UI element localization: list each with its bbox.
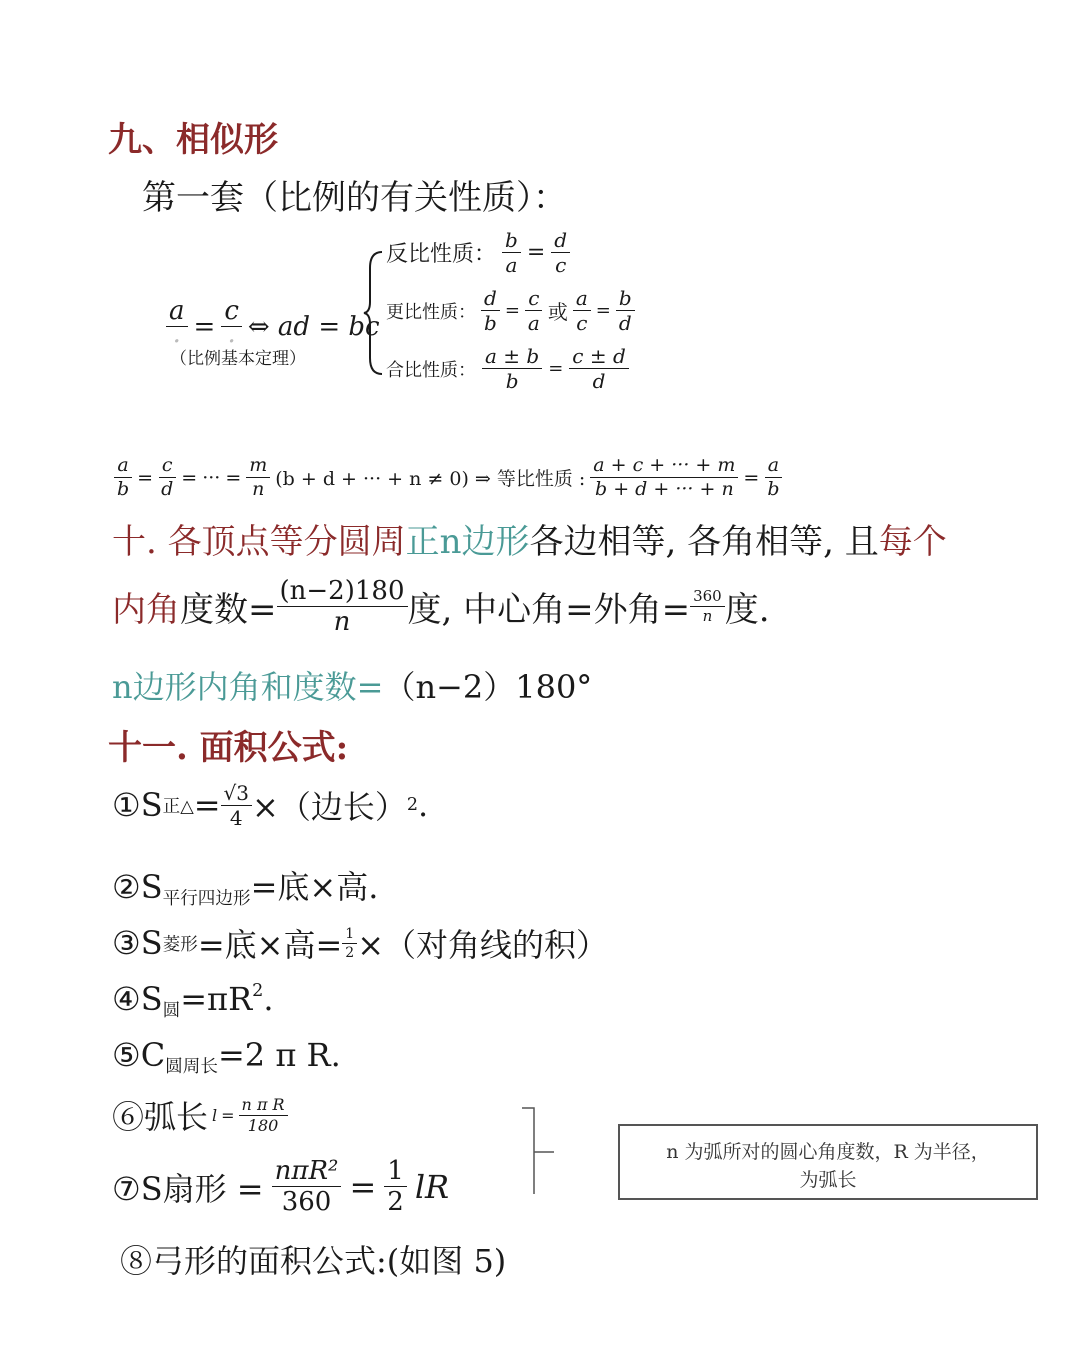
numerator: 1: [384, 1158, 407, 1187]
formula-8-segment-area: ⑧弓形的面积公式:(如图 5): [120, 1242, 507, 1280]
numerator: d: [551, 230, 570, 253]
numerator: m: [246, 456, 270, 478]
frac-a-over-b: [764, 456, 782, 499]
equals-sign: =: [526, 240, 546, 265]
section-10-line-2: [112, 578, 770, 635]
frac-a-over-c: [573, 288, 591, 333]
equals-sign: =: [595, 300, 611, 321]
denominator: d: [618, 311, 632, 335]
equal-ratio-property: [114, 456, 783, 499]
period: .: [263, 980, 274, 1018]
diagonal-product-text: ×（对角线的积）: [357, 926, 609, 964]
formula-subscript: 正△: [162, 796, 194, 817]
frac-one-half: [342, 927, 357, 960]
formula-prefix: ⑥弧长: [112, 1098, 209, 1136]
formula-2-parallelogram: [112, 862, 378, 910]
lr-term: lR: [414, 1167, 450, 1206]
denominator: 2: [345, 944, 355, 961]
formula-prefix: ③S: [112, 924, 163, 962]
formula-7-sector-area: [112, 1158, 449, 1215]
frac-sqrt3-over-4: [221, 780, 252, 830]
formula-subscript: 菱形: [162, 934, 198, 955]
frac-c-pm-d-over-d: [569, 346, 628, 391]
section-9-title: 九、相似形: [108, 120, 278, 160]
formula-1-triangle: [112, 782, 428, 828]
numerator: (n−2)180: [277, 578, 408, 607]
numerator: c ± d: [569, 346, 628, 369]
formula-subscript: 平行四边形: [162, 889, 251, 910]
superscript: 2: [252, 980, 264, 1001]
ellipsis: ···: [202, 466, 221, 489]
numerator: √3: [221, 783, 252, 806]
formula-prefix: ④S: [112, 980, 163, 1018]
formula-4-circle-area: [112, 980, 274, 1022]
polygon-equal-sides: 各边相等, 各角相等, 且: [529, 522, 879, 562]
section-11-title: 十一. 面积公式:: [108, 728, 349, 768]
inverse-property: [386, 230, 570, 275]
frac-m-over-n: [246, 456, 270, 499]
frac-interior-angle: [277, 578, 408, 635]
denominator: 4: [229, 805, 243, 830]
set-1-heading: 第一套（比例的有关性质）：: [142, 178, 567, 218]
equals-sign: =: [137, 466, 154, 489]
composition-property: [386, 346, 629, 391]
numerator: a ± b: [482, 346, 542, 369]
numerator: a: [765, 456, 782, 478]
frac-c-over-d: [158, 456, 176, 499]
numerator: a: [114, 456, 131, 478]
denominator: b: [484, 311, 497, 335]
section-10-prefix: 十. 各顶点等分圆周: [112, 522, 406, 562]
equals-sign: =: [221, 1105, 235, 1125]
composition-label: 合比性质：: [386, 359, 476, 381]
formula-body: =底×高.: [250, 868, 379, 906]
frac-central-angle: [690, 589, 725, 624]
period: .: [418, 786, 429, 824]
formula-5-circumference: [112, 1036, 341, 1078]
denominator: c: [576, 311, 588, 335]
denominator: c: [555, 253, 567, 277]
formula-body: =πR: [180, 980, 253, 1018]
equals-sign: =: [349, 1167, 377, 1206]
denominator: a: [505, 253, 518, 277]
formula-subscript: 圆周长: [165, 1057, 218, 1078]
numerator: b: [502, 230, 521, 253]
frac-arc-length: [239, 1094, 288, 1135]
frac-b-over-a: [502, 230, 521, 275]
polygon-angle-sum: [112, 662, 592, 708]
denominator: n: [702, 607, 713, 625]
frac-a-over-b: [114, 456, 132, 499]
formula-prefix: ⑤C: [112, 1036, 166, 1074]
formula-prefix: ①S: [112, 786, 163, 824]
equals-sign: =: [193, 311, 216, 342]
denominator: b: [767, 478, 780, 500]
numerator: a: [166, 298, 188, 327]
frac-c-over-a: [525, 288, 543, 333]
numerator: a: [573, 288, 591, 311]
numerator: c: [525, 288, 542, 311]
numerator: b: [616, 288, 635, 311]
numerator: nπR²: [272, 1158, 342, 1187]
base-theorem-label: （比例基本定理）: [170, 349, 306, 369]
formula-prefix: ②S: [112, 868, 163, 906]
bracket-icon: [518, 1104, 558, 1204]
denominator: b: [505, 369, 519, 393]
section-10-line-1: [112, 514, 947, 563]
equals-sign: =: [548, 358, 564, 379]
superscript: 2: [406, 795, 419, 815]
numerator: d: [481, 288, 500, 311]
numerator: n π R: [239, 1097, 288, 1116]
denominator: ·: [172, 327, 181, 357]
alternate-label: 更比性质：: [386, 301, 476, 323]
brace-icon: [362, 248, 384, 378]
frac-b-over-d: [616, 288, 635, 333]
denominator: 360: [281, 1187, 332, 1217]
central-angle-text: 度, 中心角=外角=: [407, 590, 691, 630]
frac-sector: [272, 1158, 342, 1215]
each-word: 每个: [878, 522, 947, 562]
angle-sum-label: n边形内角和度数=: [112, 668, 384, 706]
equals-sign: =: [225, 466, 242, 489]
equals-sign: =: [743, 466, 760, 489]
note-box: [618, 1124, 1038, 1200]
numerator: c: [159, 456, 176, 478]
equals-sign: =: [193, 786, 221, 824]
note-line-2: 为弧长: [799, 1169, 857, 1191]
denominator: a: [527, 311, 540, 335]
numerator: c: [221, 298, 242, 327]
note-line-1: n 为弧所对的圆心角度数，R 为半径，: [666, 1141, 990, 1163]
regular-polygon-term: 正n边形: [405, 522, 530, 562]
side-length-text: ×（边长）: [252, 788, 407, 826]
numerator: 1: [342, 927, 357, 944]
equivalence-ad-bc: ⇔ ad = bc: [247, 311, 380, 342]
frac-d-over-b: [481, 288, 500, 333]
denominator: b: [117, 478, 130, 500]
equal-ratio-condition: (b + d + ··· + n ≠ 0) ⇒ 等比性质 :: [275, 468, 586, 490]
equals-sign: =: [504, 300, 520, 321]
denominator: 180: [247, 1115, 279, 1135]
arc-symbol: l: [212, 1105, 218, 1125]
formula-subscript: 圆: [162, 1001, 181, 1022]
frac-sum-ratio: [590, 456, 738, 499]
interior-angle-term: 内角: [112, 590, 180, 630]
formula-body: =底×高=: [197, 926, 343, 964]
formula-prefix: ⑦S扇形 =: [112, 1169, 264, 1208]
numerator: 360: [690, 589, 725, 607]
equals-sign: =: [181, 466, 198, 489]
angle-sum-value: （n−2）180°: [383, 668, 593, 706]
frac-a-pm-b-over-b: [482, 346, 542, 391]
denominator: b + d + ··· + n: [595, 478, 734, 500]
degree-equals: 度数=: [180, 590, 277, 630]
denominator: n: [333, 607, 351, 637]
denominator: 2: [387, 1187, 404, 1217]
denominator: d: [161, 478, 174, 500]
denominator: ·: [227, 327, 236, 357]
denominator: n: [252, 478, 265, 500]
frac-one-half: [384, 1158, 407, 1215]
frac-d-over-c: [551, 230, 570, 275]
formula-6-arc-length: [112, 1092, 288, 1138]
formula-3-rhombus: [112, 920, 608, 966]
alternate-property: [386, 288, 635, 333]
numerator: a + c + ··· + m: [590, 456, 738, 478]
inverse-label: 反比性质：: [386, 242, 497, 267]
or-word: 或: [547, 300, 568, 324]
denominator: d: [592, 369, 606, 393]
formula-body: =2 π R.: [217, 1036, 341, 1074]
degree-end: 度.: [724, 590, 770, 630]
